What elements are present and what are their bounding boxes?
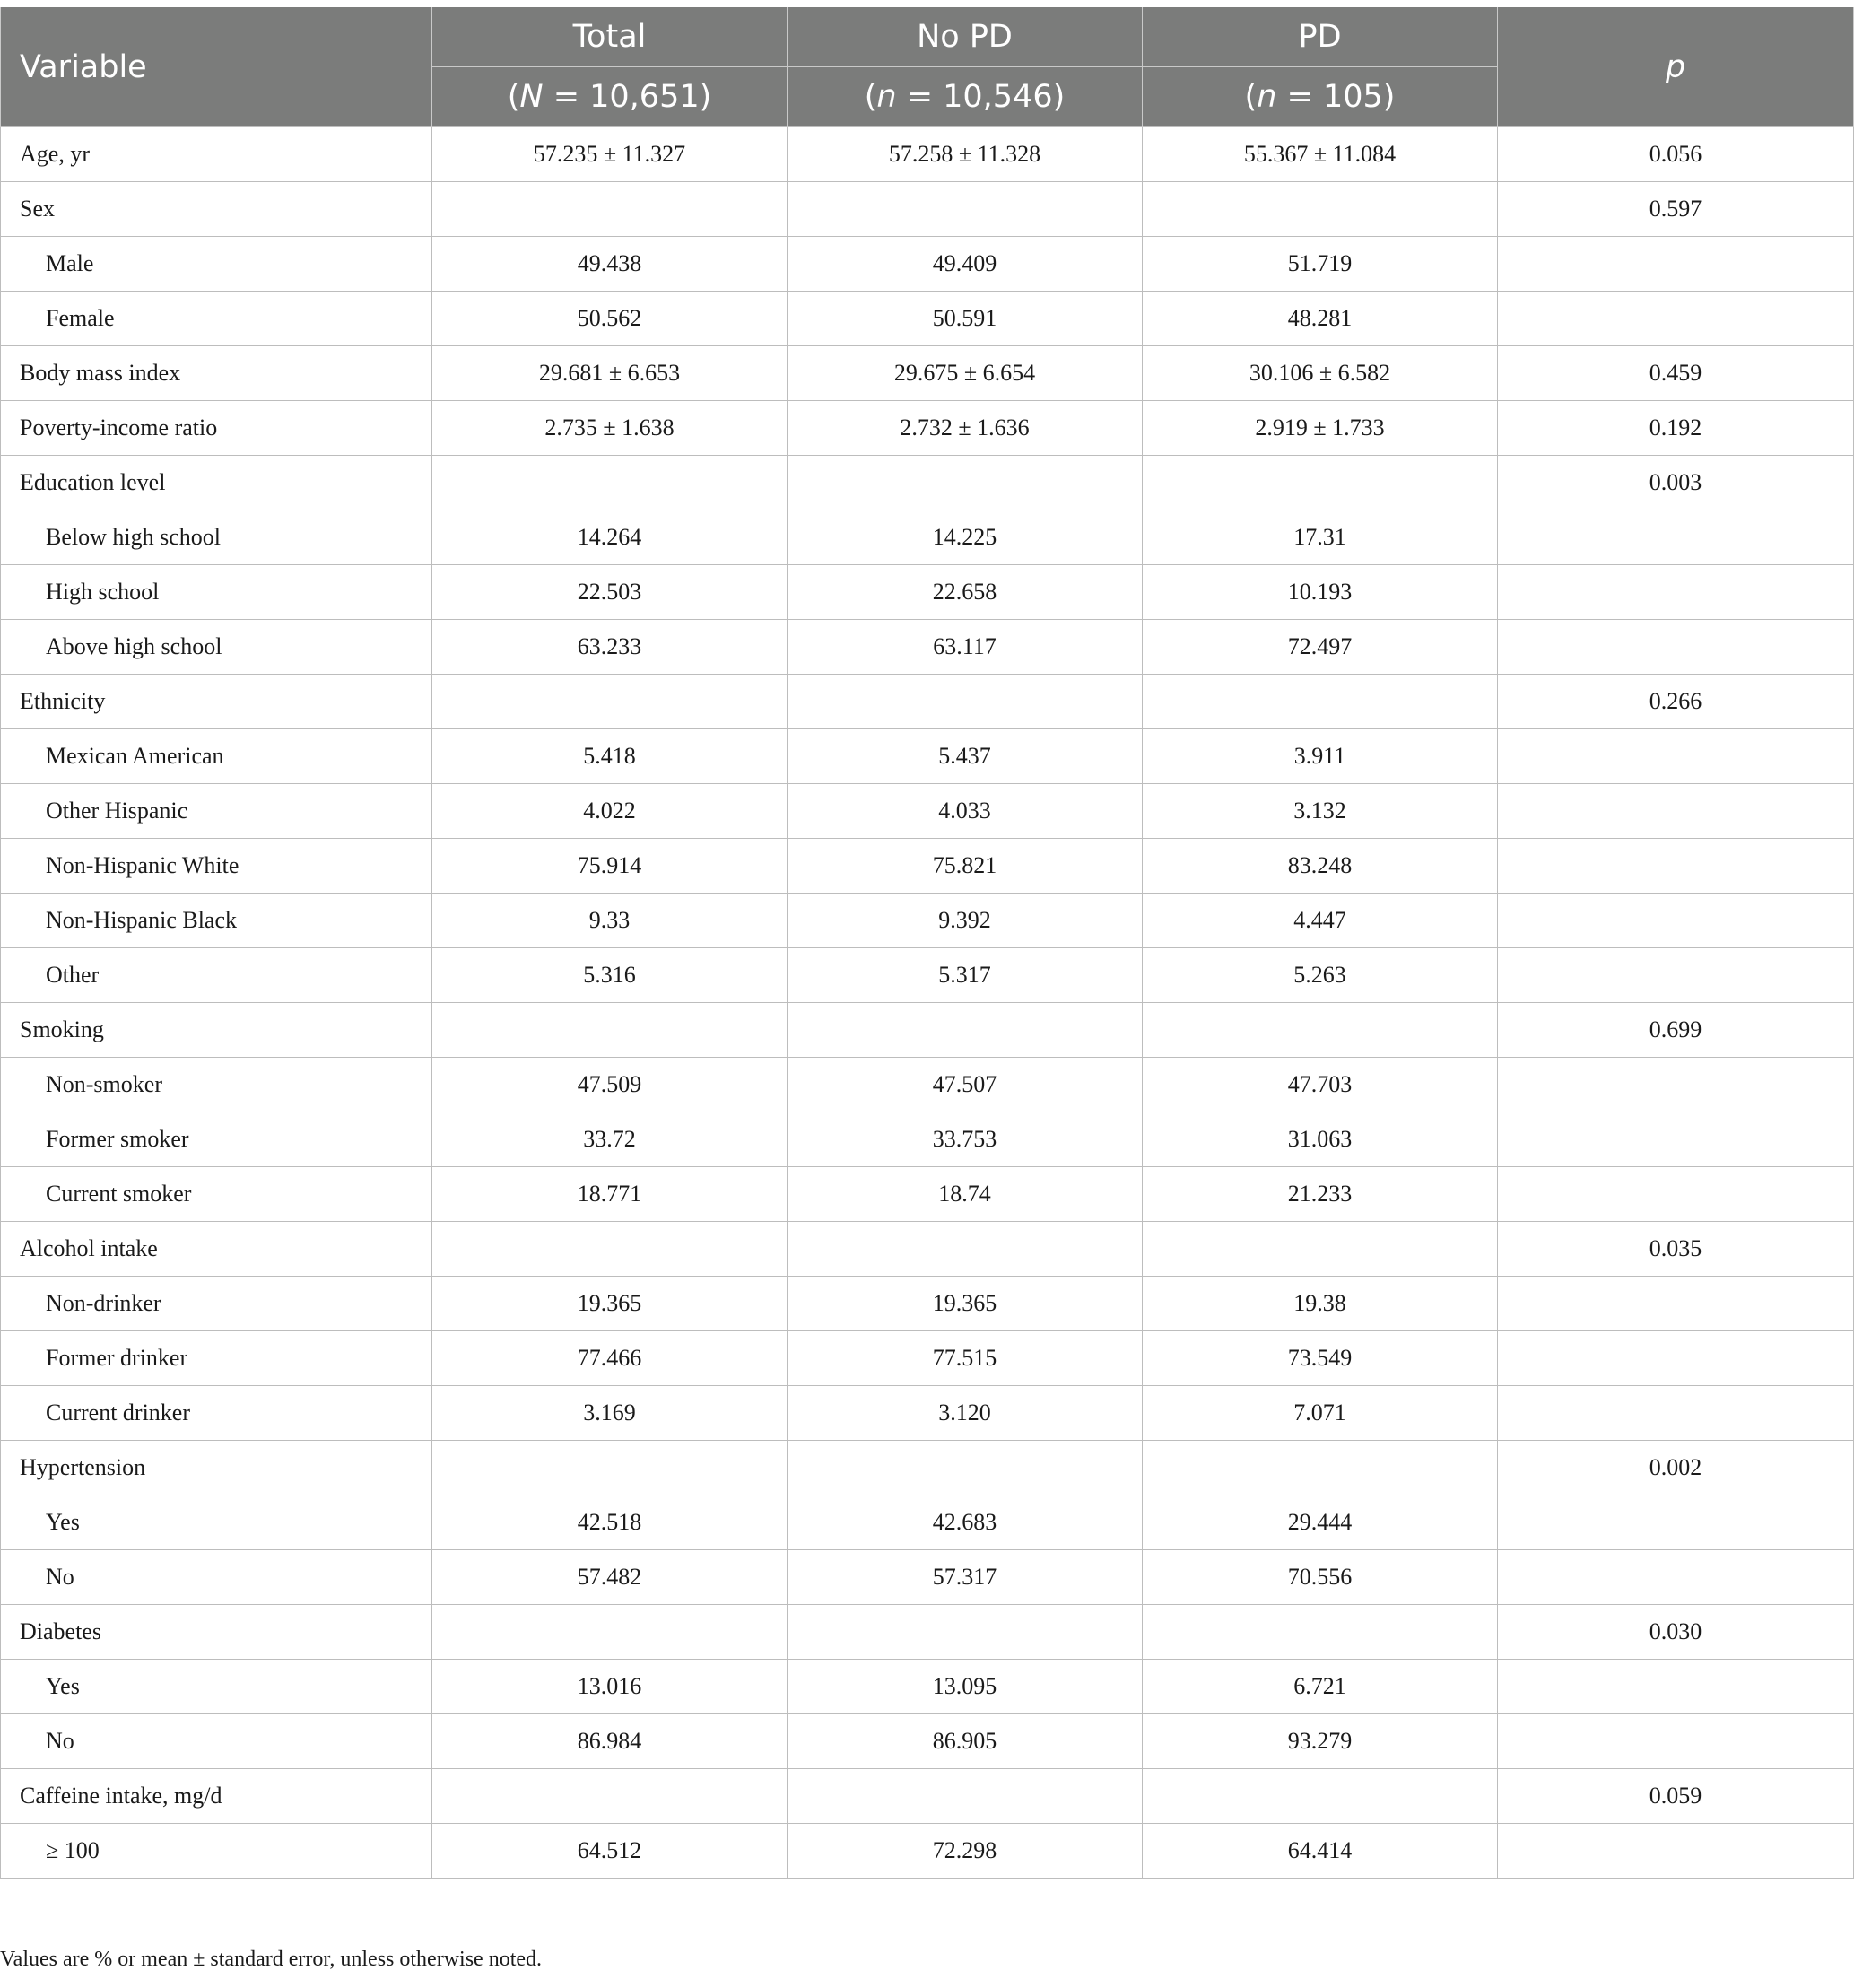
cell-pd: 55.367 ± 11.084 — [1143, 127, 1498, 182]
table-row — [1, 1058, 1854, 1112]
row-label: Non-Hispanic White — [1, 839, 432, 894]
cell-no-pd: 63.117 — [788, 620, 1143, 675]
row-label: Poverty-income ratio — [1, 401, 432, 456]
cell-pd: 29.444 — [1143, 1495, 1498, 1550]
header-total-n-letter: N — [519, 79, 544, 115]
cell-no-pd: 42.683 — [788, 1495, 1143, 1550]
table-row — [1, 1386, 1854, 1441]
cell-p-value — [1498, 510, 1854, 565]
row-label: Other — [1, 948, 432, 1003]
cell-pd — [1143, 675, 1498, 729]
row-label: Non-Hispanic Black — [1, 894, 432, 948]
cell-total — [432, 675, 788, 729]
row-label: Smoking — [1, 1003, 432, 1058]
cell-no-pd — [788, 675, 1143, 729]
cell-total: 4.022 — [432, 784, 788, 839]
cell-no-pd — [788, 1605, 1143, 1660]
table-row — [1, 1824, 1854, 1879]
cell-total: 42.518 — [432, 1495, 788, 1550]
table-row — [1, 456, 1854, 510]
cell-no-pd: 86.905 — [788, 1714, 1143, 1769]
cell-p-value — [1498, 1331, 1854, 1386]
cell-no-pd: 14.225 — [788, 510, 1143, 565]
cell-total — [432, 1222, 788, 1277]
cell-no-pd — [788, 456, 1143, 510]
cell-no-pd: 72.298 — [788, 1824, 1143, 1879]
cell-no-pd: 33.753 — [788, 1112, 1143, 1167]
cell-p-value — [1498, 1386, 1854, 1441]
row-label: Caffeine intake, mg/d — [1, 1769, 432, 1824]
cell-total: 50.562 — [432, 292, 788, 346]
cell-total: 57.235 ± 11.327 — [432, 127, 788, 182]
table-row — [1, 1003, 1854, 1058]
row-label: Former smoker — [1, 1112, 432, 1167]
table-container — [0, 7, 1853, 1879]
cell-no-pd: 50.591 — [788, 292, 1143, 346]
table-row — [1, 565, 1854, 620]
cell-total — [432, 1769, 788, 1824]
header-total: Total — [432, 7, 788, 67]
cell-total: 3.169 — [432, 1386, 788, 1441]
table-row — [1, 839, 1854, 894]
cell-p-value — [1498, 1112, 1854, 1167]
cell-pd: 64.414 — [1143, 1824, 1498, 1879]
cell-p-value — [1498, 1714, 1854, 1769]
row-label: Yes — [1, 1495, 432, 1550]
header-p-value — [1498, 7, 1854, 127]
table-row — [1, 1222, 1854, 1277]
table-row — [1, 948, 1854, 1003]
row-label: Age, yr — [1, 127, 432, 182]
cell-total — [432, 1605, 788, 1660]
cell-no-pd: 75.821 — [788, 839, 1143, 894]
cell-no-pd: 29.675 ± 6.654 — [788, 346, 1143, 401]
row-label: Former drinker — [1, 1331, 432, 1386]
cell-pd: 10.193 — [1143, 565, 1498, 620]
cell-total: 29.681 ± 6.653 — [432, 346, 788, 401]
cell-pd — [1143, 1441, 1498, 1495]
cell-pd: 31.063 — [1143, 1112, 1498, 1167]
cell-total — [432, 456, 788, 510]
table-row — [1, 182, 1854, 237]
cell-p-value: 0.699 — [1498, 1003, 1854, 1058]
table-footnote: Values are % or mean ± standard error, unless otherwise noted. — [0, 1948, 543, 1971]
header-no-pd-n-letter: n — [876, 79, 897, 115]
cell-p-value — [1498, 1277, 1854, 1331]
table-row — [1, 510, 1854, 565]
cell-total: 14.264 — [432, 510, 788, 565]
table-row — [1, 1441, 1854, 1495]
table-row — [1, 784, 1854, 839]
table-row — [1, 1112, 1854, 1167]
cell-total: 13.016 — [432, 1660, 788, 1714]
cell-no-pd: 4.033 — [788, 784, 1143, 839]
cell-total — [432, 1441, 788, 1495]
cell-no-pd: 3.120 — [788, 1386, 1143, 1441]
table-row — [1, 1331, 1854, 1386]
table-header — [1, 7, 1854, 127]
header-total-n-value: = 10,651) — [543, 79, 712, 115]
cell-p-value — [1498, 565, 1854, 620]
cell-pd: 17.31 — [1143, 510, 1498, 565]
table-row — [1, 1495, 1854, 1550]
row-label: Male — [1, 237, 432, 292]
cell-p-value — [1498, 1058, 1854, 1112]
cell-pd: 3.911 — [1143, 729, 1498, 784]
row-label: Current drinker — [1, 1386, 432, 1441]
cell-total: 2.735 ± 1.638 — [432, 401, 788, 456]
cell-no-pd: 57.258 ± 11.328 — [788, 127, 1143, 182]
cell-p-value — [1498, 839, 1854, 894]
header-variable: Variable — [1, 7, 432, 127]
table-row — [1, 894, 1854, 948]
cell-p-value — [1498, 1824, 1854, 1879]
cell-total: 49.438 — [432, 237, 788, 292]
cell-pd: 51.719 — [1143, 237, 1498, 292]
row-label: Ethnicity — [1, 675, 432, 729]
row-label: Non-drinker — [1, 1277, 432, 1331]
cell-p-value: 0.059 — [1498, 1769, 1854, 1824]
row-label: Mexican American — [1, 729, 432, 784]
table-row — [1, 292, 1854, 346]
cell-total: 57.482 — [432, 1550, 788, 1605]
cell-no-pd: 47.507 — [788, 1058, 1143, 1112]
cell-p-value: 0.192 — [1498, 401, 1854, 456]
cell-no-pd: 2.732 ± 1.636 — [788, 401, 1143, 456]
row-label: Below high school — [1, 510, 432, 565]
cell-total: 5.316 — [432, 948, 788, 1003]
row-label: Other Hispanic — [1, 784, 432, 839]
cell-total — [432, 182, 788, 237]
cell-no-pd: 77.515 — [788, 1331, 1143, 1386]
header-no-pd-n: (n = 10,546) — [788, 67, 1143, 127]
cell-no-pd: 5.437 — [788, 729, 1143, 784]
row-label: ≥ 100 — [1, 1824, 432, 1879]
cell-p-value — [1498, 1167, 1854, 1222]
cell-pd: 83.248 — [1143, 839, 1498, 894]
cell-no-pd — [788, 1769, 1143, 1824]
cell-p-value: 0.056 — [1498, 127, 1854, 182]
cell-p-value — [1498, 894, 1854, 948]
cell-no-pd: 57.317 — [788, 1550, 1143, 1605]
cell-total: 86.984 — [432, 1714, 788, 1769]
header-pd-n-letter: n — [1257, 79, 1277, 115]
table-row — [1, 237, 1854, 292]
cell-no-pd — [788, 1003, 1143, 1058]
header-total-n: (N = 10,651) — [432, 67, 788, 127]
header-no-pd: No PD — [788, 7, 1143, 67]
cell-pd: 48.281 — [1143, 292, 1498, 346]
cell-pd: 72.497 — [1143, 620, 1498, 675]
cell-pd — [1143, 1222, 1498, 1277]
table-row — [1, 729, 1854, 784]
cell-pd: 30.106 ± 6.582 — [1143, 346, 1498, 401]
cell-no-pd — [788, 1441, 1143, 1495]
cell-total: 5.418 — [432, 729, 788, 784]
cell-p-value — [1498, 237, 1854, 292]
cell-total: 75.914 — [432, 839, 788, 894]
row-label: Above high school — [1, 620, 432, 675]
table-row — [1, 1714, 1854, 1769]
table-row — [1, 675, 1854, 729]
cell-no-pd: 18.74 — [788, 1167, 1143, 1222]
row-label: Body mass index — [1, 346, 432, 401]
row-label: Yes — [1, 1660, 432, 1714]
cell-total: 22.503 — [432, 565, 788, 620]
cell-total: 9.33 — [432, 894, 788, 948]
cell-p-value — [1498, 620, 1854, 675]
row-label: Female — [1, 292, 432, 346]
cell-p-value: 0.003 — [1498, 456, 1854, 510]
cell-pd — [1143, 1605, 1498, 1660]
cell-no-pd: 49.409 — [788, 237, 1143, 292]
cell-p-value — [1498, 1660, 1854, 1714]
row-label: Education level — [1, 456, 432, 510]
header-pd-n-value: = 105) — [1276, 79, 1396, 115]
table-row — [1, 1550, 1854, 1605]
table-row — [1, 401, 1854, 456]
cell-p-value — [1498, 948, 1854, 1003]
cell-pd: 21.233 — [1143, 1167, 1498, 1222]
cell-total: 18.771 — [432, 1167, 788, 1222]
header-no-pd-n-value: = 10,546) — [896, 79, 1066, 115]
cell-no-pd: 19.365 — [788, 1277, 1143, 1331]
cell-total — [432, 1003, 788, 1058]
cell-total: 33.72 — [432, 1112, 788, 1167]
table-row — [1, 1660, 1854, 1714]
row-label: Sex — [1, 182, 432, 237]
cell-p-value: 0.266 — [1498, 675, 1854, 729]
cell-p-value: 0.035 — [1498, 1222, 1854, 1277]
row-label: Non-smoker — [1, 1058, 432, 1112]
header-p-label: p — [1665, 48, 1686, 85]
row-label: Alcohol intake — [1, 1222, 432, 1277]
cell-pd: 7.071 — [1143, 1386, 1498, 1441]
row-label: No — [1, 1550, 432, 1605]
cell-pd: 73.549 — [1143, 1331, 1498, 1386]
cell-p-value — [1498, 1550, 1854, 1605]
cell-pd: 93.279 — [1143, 1714, 1498, 1769]
row-label: Current smoker — [1, 1167, 432, 1222]
cell-no-pd: 22.658 — [788, 565, 1143, 620]
header-pd-n: (n = 105) — [1143, 67, 1498, 127]
cell-pd: 4.447 — [1143, 894, 1498, 948]
table-row — [1, 1769, 1854, 1824]
cell-total: 77.466 — [432, 1331, 788, 1386]
cell-p-value: 0.002 — [1498, 1441, 1854, 1495]
cell-p-value — [1498, 1495, 1854, 1550]
table-row — [1, 1167, 1854, 1222]
table-row — [1, 346, 1854, 401]
cell-pd: 3.132 — [1143, 784, 1498, 839]
cell-no-pd: 9.392 — [788, 894, 1143, 948]
cell-p-value — [1498, 784, 1854, 839]
row-label: Hypertension — [1, 1441, 432, 1495]
cell-pd — [1143, 182, 1498, 237]
table-body — [1, 127, 1854, 1879]
cell-pd: 2.919 ± 1.733 — [1143, 401, 1498, 456]
cell-no-pd — [788, 182, 1143, 237]
cell-no-pd — [788, 1222, 1143, 1277]
cell-total: 47.509 — [432, 1058, 788, 1112]
row-label: Diabetes — [1, 1605, 432, 1660]
table-row — [1, 620, 1854, 675]
table-row — [1, 1277, 1854, 1331]
cell-p-value: 0.030 — [1498, 1605, 1854, 1660]
cell-pd: 6.721 — [1143, 1660, 1498, 1714]
cell-p-value: 0.597 — [1498, 182, 1854, 237]
cell-pd — [1143, 1769, 1498, 1824]
cell-pd: 70.556 — [1143, 1550, 1498, 1605]
cell-pd: 47.703 — [1143, 1058, 1498, 1112]
row-label: No — [1, 1714, 432, 1769]
cell-p-value — [1498, 729, 1854, 784]
cell-p-value — [1498, 292, 1854, 346]
cell-pd: 19.38 — [1143, 1277, 1498, 1331]
cell-total: 63.233 — [432, 620, 788, 675]
header-pd: PD — [1143, 7, 1498, 67]
table-row — [1, 1605, 1854, 1660]
cell-total: 64.512 — [432, 1824, 788, 1879]
characteristics-table — [0, 7, 1854, 1879]
table-row — [1, 127, 1854, 182]
cell-pd — [1143, 456, 1498, 510]
row-label: High school — [1, 565, 432, 620]
cell-total: 19.365 — [432, 1277, 788, 1331]
cell-p-value: 0.459 — [1498, 346, 1854, 401]
cell-no-pd: 5.317 — [788, 948, 1143, 1003]
cell-no-pd: 13.095 — [788, 1660, 1143, 1714]
cell-pd: 5.263 — [1143, 948, 1498, 1003]
cell-pd — [1143, 1003, 1498, 1058]
